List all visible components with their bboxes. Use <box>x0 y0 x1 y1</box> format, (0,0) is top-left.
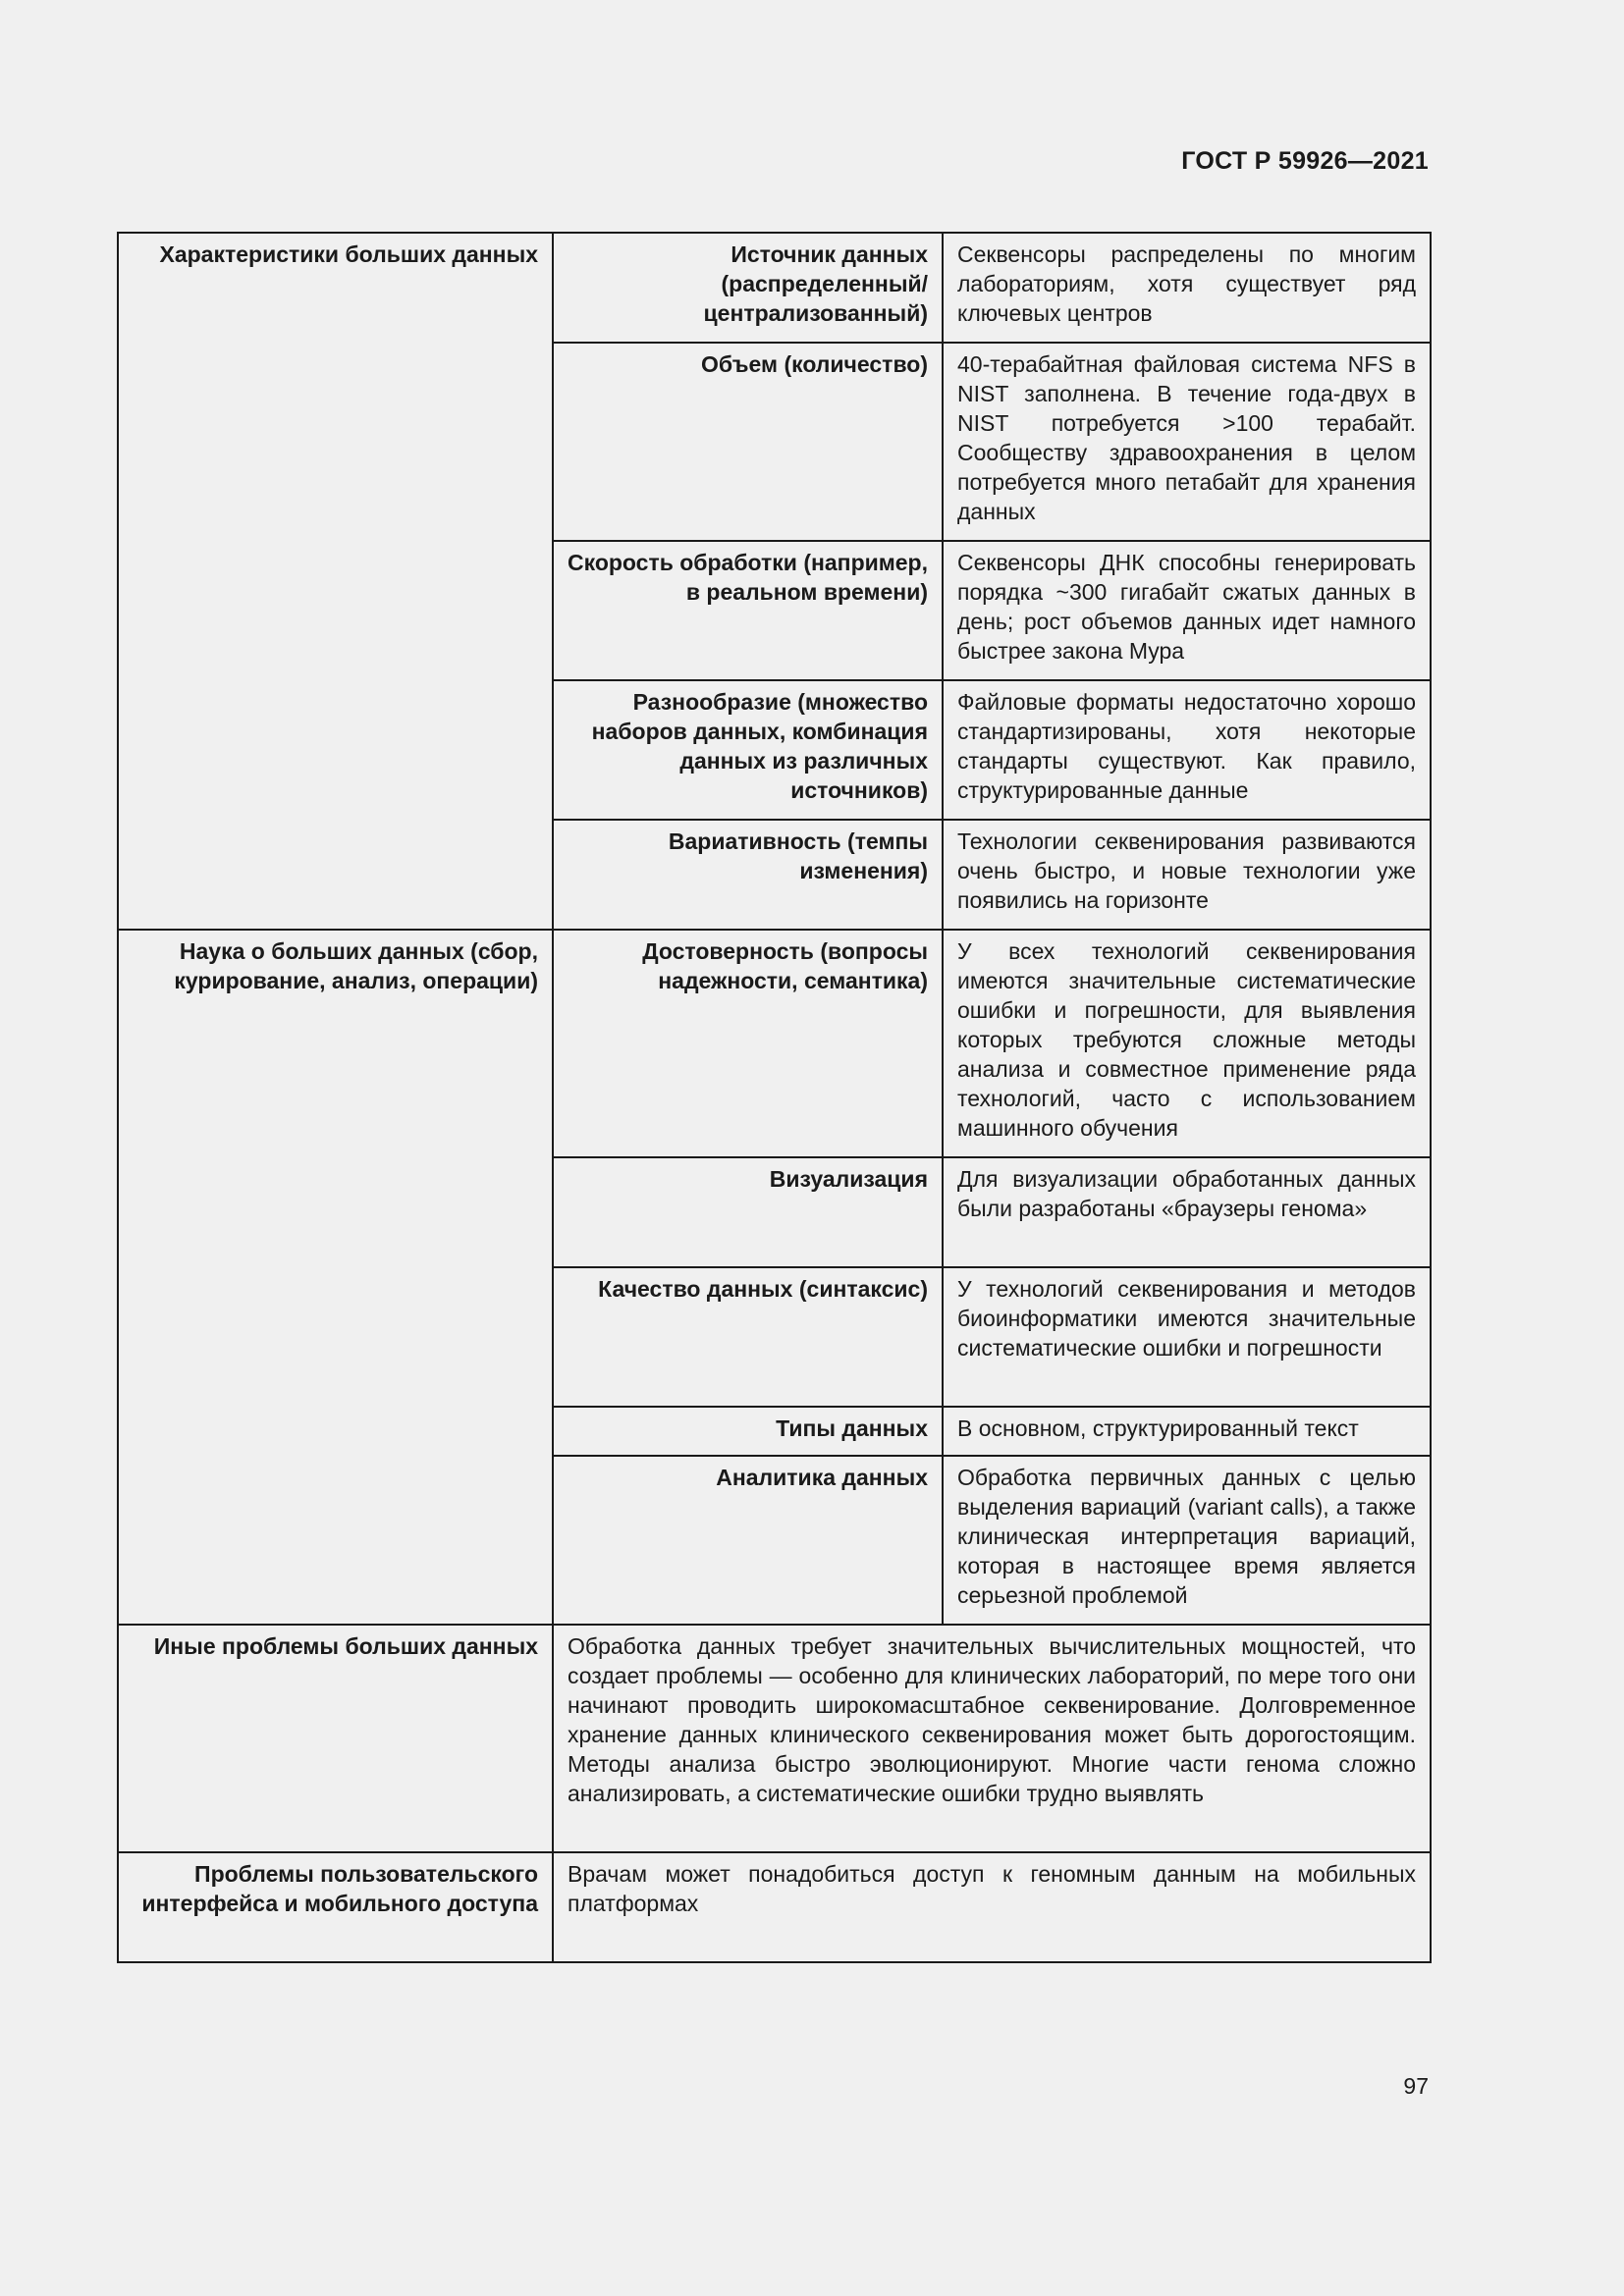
use-case-table <box>117 232 1432 1963</box>
aspect-cell: Объем (количество) <box>553 343 943 541</box>
aspect-cell: Качество данных (синтаксис) <box>553 1267 943 1407</box>
other-issues-text: Обработка данных требует значительных вычислительных мощностей, что создает проблемы — особенно для клинических лабораторий, по мере того они начинают проводить широкомасштабное секвенирование. Долговременное хранение данных клинического секвенирования может быть дорогостоящим. Методы анализа быстро эволюционируют. Многие части генома сложно анализировать, а систематические ошибки трудно выявлять <box>553 1625 1431 1852</box>
aspect-cell: Визуализация <box>553 1157 943 1267</box>
aspect-cell: Разнообразие (множество наборов данных, комбинация данных из различных источников) <box>553 680 943 820</box>
group-title-characteristics: Характеристики больших данных <box>118 233 553 930</box>
group-title-other-issues: Иные проблемы больших данных <box>118 1625 553 1852</box>
description-cell: Секвенсоры распределены по многим лабораториям, хотя существует ряд ключевых центров <box>943 233 1431 343</box>
description-cell: Секвенсоры ДНК способны генерировать порядка ~300 гигабайт сжатых данных в день; рост объемов данных идет намного быстрее закона Мура <box>943 541 1431 680</box>
table-row <box>118 930 1431 1157</box>
aspect-cell: Типы данных <box>553 1407 943 1456</box>
table-row <box>118 233 1431 343</box>
description-cell: Технологии секвенирования развиваются очень быстро, и новые технологии уже появились на горизонте <box>943 820 1431 930</box>
aspect-cell: Вариативность (темпы изменения) <box>553 820 943 930</box>
page-number: 97 <box>1403 2073 1429 2099</box>
description-cell: Обработка первичных данных с целью выделения вариаций (variant calls), а также клиническая интерпретация вариаций, которая в настоящее время является серьезной проблемой <box>943 1456 1431 1625</box>
table-row <box>118 1625 1431 1852</box>
group-title-data-science: Наука о больших данных (сбор, курирование, анализ, операции) <box>118 930 553 1625</box>
aspect-cell: Достоверность (вопросы надежности, семантика) <box>553 930 943 1157</box>
document-header-code: ГОСТ Р 59926—2021 <box>1181 147 1429 175</box>
aspect-cell: Источник данных (распределенный/ централизованный) <box>553 233 943 343</box>
description-cell: В основном, структурированный текст <box>943 1407 1431 1456</box>
table-row <box>118 1852 1431 1962</box>
description-cell: Для визуализации обработанных данных были разработаны «браузеры генома» <box>943 1157 1431 1267</box>
aspect-cell: Аналитика данных <box>553 1456 943 1625</box>
description-cell: У технологий секвенирования и методов биоинформатики имеются значительные систематические ошибки и погрешности <box>943 1267 1431 1407</box>
group-title-ui-mobile: Проблемы пользовательского интерфейса и мобильного доступа <box>118 1852 553 1962</box>
description-cell: Файловые форматы недостаточно хорошо стандартизированы, хотя некоторые стандарты существуют. Как правило, структурированные данные <box>943 680 1431 820</box>
ui-mobile-text: Врачам может понадобиться доступ к геномным данным на мобильных платформах <box>553 1852 1431 1962</box>
description-cell: У всех технологий секвенирования имеются значительные систематические ошибки и погрешности, для выявления которых требуются сложные методы анализа и совместное применение ряда технологий, часто с использованием машинного обучения <box>943 930 1431 1157</box>
description-cell: 40-терабайтная файловая система NFS в NIST заполнена. В течение года-двух в NIST потребуется >100 терабайт. Сообществу здравоохранения в целом потребуется много петабайт для хранения данных <box>943 343 1431 541</box>
aspect-cell: Скорость обработки (например, в реальном времени) <box>553 541 943 680</box>
